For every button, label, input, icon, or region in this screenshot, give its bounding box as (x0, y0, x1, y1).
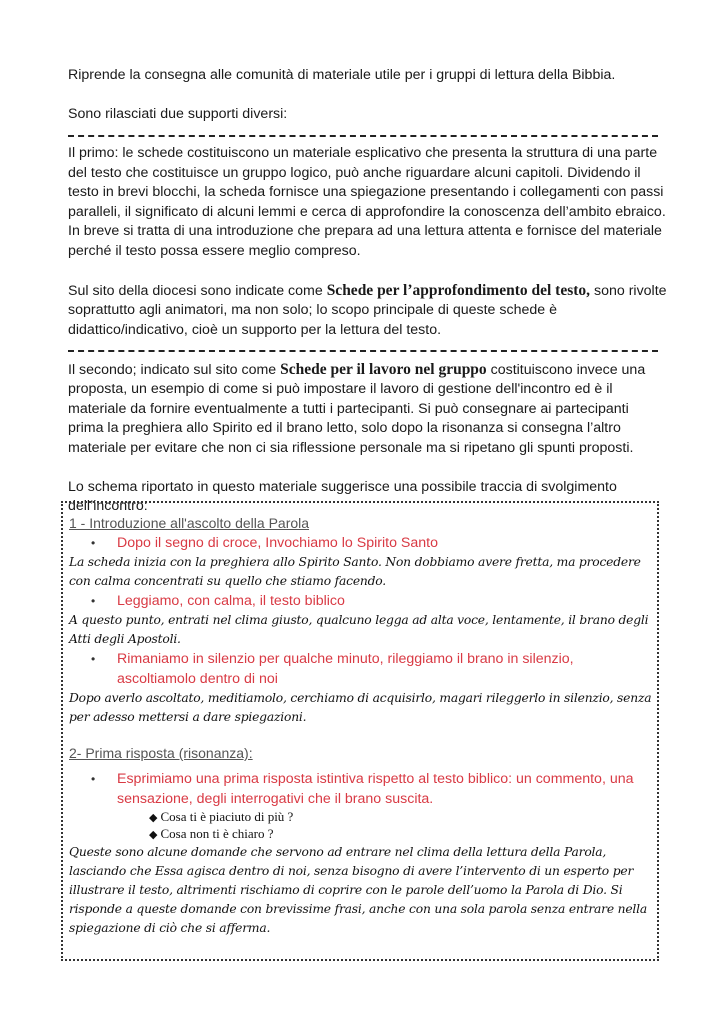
dashed-divider (68, 340, 668, 360)
section2-bullet: • Esprimiamo una prima risposta istintiva rispetto al testo biblico: un commento, una sensazione, degli interrogativi che il brano suscita. (91, 771, 634, 807)
section1-bullet-1: • Dopo il segno di croce, Invochiamo lo Spirito Santo (91, 535, 438, 551)
bullet-icon: • (91, 594, 96, 608)
section2-heading: 2- Prima risposta (risonanza): (69, 745, 253, 761)
bullet-icon: • (91, 772, 96, 786)
section2-note: Queste sono alcune domande che servono ad entrare nel clima della lettura della Parola, lasciando che Essa agisca dentro di noi, senza bisogno di avere l’intervento di un esperto per illustrare il testo, altrimenti rischiamo di coprire con le parole dell’uomo la Parola di Dio. Si risponde a queste domande con brevissime frasi, anche con una sola parola senza entrare nella spiegazione di ciò che si afferma. (69, 845, 648, 935)
schede-approfondimento-title: Schede per l’approfondimento del testo, (326, 281, 591, 299)
section1-note-1: La scheda inizia con la preghiera allo Spirito Santo. Non dobbiamo avere fretta, ma procedere con calma concentrati su quello che stiamo facendo. (69, 555, 641, 588)
second-prefix: Il secondo; indicato sul sito come (68, 361, 281, 378)
intro-line: Riprende la consegna alle comunità di materiale utile per i gruppi di lettura della Bibbia. (68, 67, 616, 83)
second-suffix: costituiscono invece una proposta, un esempio di come si può impostare il lavoro di gestione dell'incontro ed è il materiale da fornire eventualmente a tutti i partecipanti. Si può consegnare ai partecipanti prima la preghiera allo Spirito ed il brano letto, solo dopo la risonanza si consegna l’altro materiale per evitare che non ci sia riflessione personale ma si ripetano gli spunti proposti. (68, 361, 646, 456)
second-support-paragraph (68, 360, 668, 459)
diamond-bullet-icon: ◆ (149, 829, 158, 841)
site-prefix: Sul sito della diocesi sono indicate come (68, 282, 327, 299)
supports-line: Sono rilasciati due supporti diversi: (68, 106, 288, 122)
section1-bullet-3: • Rimaniamo in silenzio per qualche minuto, rileggiamo il brano in silenzio, ascoltiamolo dentro di noi (91, 651, 574, 687)
schema-paragraph: Lo schema riportato in questo materiale suggerisce una possibile traccia di svolgimento dell’incontro: (68, 478, 617, 514)
bullet-icon: • (91, 536, 96, 550)
diamond-bullet-icon: ◆ (149, 812, 158, 824)
section1-bullet-2: • Leggiamo, con calma, il testo biblico (91, 593, 345, 609)
schede-lavoro-title: Schede per il lavoro nel gruppo (280, 360, 487, 378)
site-suffix: sono rivolte soprattutto agli animatori, ma non solo; lo scopo principale di queste schede è didattico/indicativo, cioè un supporto per la lettura del testo. (68, 282, 667, 338)
bullet-icon: • (91, 652, 96, 666)
section1-heading: 1 - Introduzione all'ascolto della Parola (69, 515, 310, 531)
dashed-divider (68, 125, 668, 145)
question-2: ◆ Cosa non ti è chiaro ? (149, 826, 274, 841)
section1-note-3: Dopo averlo ascoltato, meditiamolo, cerchiamo di acquisirlo, magari rileggerlo in silenzio, senza per adesso mettersi a dare spiegazioni. (69, 691, 652, 724)
site-paragraph (68, 281, 668, 341)
question-1: ◆ Cosa ti è piaciuto di più ? (149, 809, 294, 824)
first-support-paragraph: Il primo: le schede costituiscono un materiale esplicativo che presenta la struttura di una parte del testo che costituisce un gruppo logico, può anche riguardare alcuni capitoli. Dividendo il testo in brevi blocchi, la scheda fornisce una spiegazione presentando i collegamenti con passi paralleli, il significato di alcuni lemmi e cerca di approfondire la conoscenza dell’ambito ebraico. In breve si tratta di una introduzione che prepara ad una lettura attenta e fornisce del materiale perché il testo possa essere meglio compreso. (68, 145, 666, 259)
section1-note-2: A questo punto, entrati nel clima giusto, qualcuno legga ad alta voce, lentamente, il brano degli Atti degli Apostoli. (69, 613, 649, 646)
document-body (68, 66, 668, 517)
schema-box (61, 501, 659, 961)
